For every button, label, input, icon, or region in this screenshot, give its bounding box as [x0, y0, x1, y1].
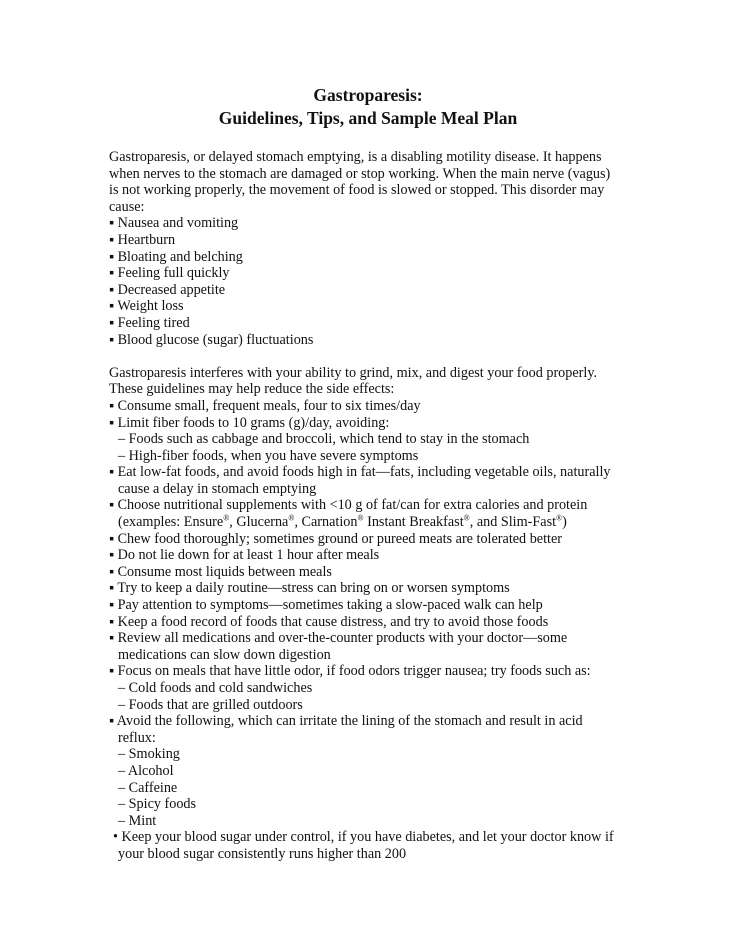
guideline-subitem: – Smoking — [118, 746, 180, 763]
guideline-item: ▪ Consume small, frequent meals, four to six times/day — [109, 397, 421, 414]
guidelines-intro-line: Gastroparesis interferes with your ability to grind, mix, and digest your food properly. — [109, 364, 598, 381]
guideline-item: ▪ Limit fiber foods to 10 grams (g)/day, avoiding: — [109, 414, 390, 431]
guideline-continuation: cause a delay in stomach emptying — [118, 480, 317, 497]
intro-line: Gastroparesis, or delayed stomach emptying, is a disabling motility disease. It happens — [109, 149, 602, 165]
symptom-item: ▪ Heartburn — [109, 231, 176, 248]
page-title — [0, 84, 736, 130]
symptom-item: ▪ Bloating and belching — [109, 248, 243, 265]
guideline-item: ▪ Do not lie down for at least 1 hour after meals — [109, 547, 380, 564]
symptom-item: ▪ Nausea and vomiting — [109, 215, 239, 232]
guideline-item: ▪ Keep a food record of foods that cause distress, and try to avoid those foods — [109, 613, 549, 630]
registered-mark: ® — [556, 513, 563, 523]
guideline-subitem: – Alcohol — [118, 762, 174, 779]
registered-mark: ® — [223, 513, 230, 523]
symptom-item: ▪ Feeling full quickly — [109, 265, 230, 282]
supplement-instant: Instant Breakfast — [363, 514, 464, 531]
guideline-item: ▪ Consume most liquids between meals — [109, 563, 332, 580]
guidelines-intro — [109, 365, 639, 398]
guideline-item: ▪ Pay attention to symptoms—sometimes taking a slow-paced walk can help — [109, 597, 543, 614]
guideline-subitem: – Caffeine — [118, 779, 178, 796]
title-line-1: Gastroparesis: — [313, 85, 423, 105]
guideline-item: ▪ Choose nutritional supplements with <10 g of fat/can for extra calories and protein — [109, 497, 588, 514]
guideline-subitem: – Spicy foods — [118, 796, 197, 813]
guideline-item: ▪ Avoid the following, which can irritate the lining of the stomach and result in acid — [109, 713, 583, 730]
intro-line: is not working properly, the movement of food is slowed or stopped. This disorder may — [109, 182, 605, 199]
registered-mark: ® — [357, 513, 364, 523]
symptom-list — [109, 215, 639, 348]
guideline-continuation: reflux: — [118, 729, 156, 746]
guideline-item: • Keep your blood sugar under control, if you have diabetes, and let your doctor know if — [113, 829, 614, 846]
supplement-prefix: (examples: Ensure — [118, 514, 224, 531]
symptom-item: ▪ Weight loss — [109, 298, 184, 315]
supplement-glucerna: , Glucerna — [229, 514, 289, 531]
guideline-subitem: – Cold foods and cold sandwiches — [118, 680, 313, 696]
guideline-item: ▪ Focus on meals that have little odor, if food odors trigger nausea; try foods such as: — [109, 663, 591, 680]
intro-paragraph — [109, 149, 639, 215]
symptom-item: ▪ Feeling tired — [109, 314, 190, 331]
guideline-item: ▪ Review all medications and over-the-counter products with your doctor—some — [109, 630, 568, 647]
supplement-slimfast: , and Slim-Fast — [469, 514, 557, 531]
guidelines-intro-line: These guidelines may help reduce the side effects: — [109, 381, 395, 398]
symptom-item: ▪ Decreased appetite — [109, 281, 226, 298]
title-line-2: Guidelines, Tips, and Sample Meal Plan — [218, 108, 518, 128]
guideline-subitem: – High-fiber foods, when you have severe symptoms — [118, 447, 419, 464]
guideline-continuation: medications can slow down digestion — [118, 646, 331, 663]
guideline-subitem: – Mint — [118, 812, 157, 829]
intro-line: when nerves to the stomach are damaged or stop working. When the main nerve (vagus) — [109, 165, 611, 182]
supplement-close: ) — [562, 514, 567, 531]
supplement-carnation: , Carnation — [294, 514, 358, 531]
guideline-item: ▪ Chew food thoroughly; sometimes ground or pureed meats are tolerated better — [109, 530, 562, 547]
guideline-subitem: – Foods that are grilled outdoors — [118, 696, 303, 713]
guideline-item: ▪ Eat low-fat foods, and avoid foods high in fat—fats, including vegetable oils, naturally — [109, 464, 611, 481]
document-body — [109, 149, 639, 863]
guideline-continuation — [109, 514, 639, 531]
registered-mark: ® — [288, 513, 295, 523]
guideline-item: ▪ Try to keep a daily routine—stress can bring on or worsen symptoms — [109, 580, 510, 597]
guideline-list — [109, 398, 639, 863]
intro-line: cause: — [109, 198, 145, 215]
guideline-subitem: – Foods such as cabbage and broccoli, which tend to stay in the stomach — [118, 431, 530, 448]
paragraph-gap — [109, 348, 639, 365]
guideline-continuation: your blood sugar consistently runs higher than 200 — [118, 845, 407, 862]
registered-mark: ® — [463, 513, 470, 523]
symptom-item: ▪ Blood glucose (sugar) fluctuations — [109, 331, 314, 348]
